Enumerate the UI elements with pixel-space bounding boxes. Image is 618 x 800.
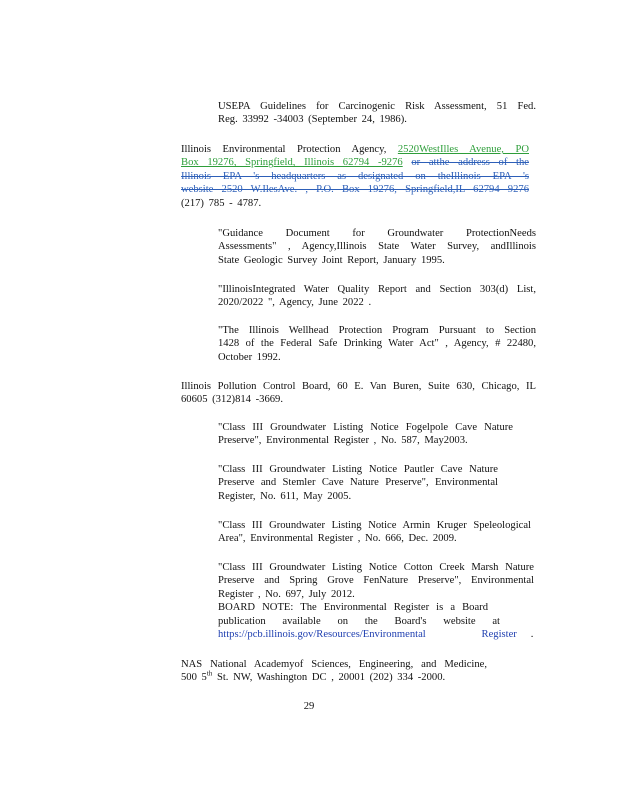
deleted-text: Illinois EPA 's headquarters as designated on theIllinois EPA 's [181, 170, 529, 182]
text-line: "Class III Groundwater Listing Notice Fogelpole Cave Nature [218, 422, 513, 433]
text-line [218, 628, 534, 641]
text-line: 60605 (312)814 -3669. [181, 394, 283, 406]
text-line: "Class III Groundwater Listing Notice Armin Kruger Speleological [218, 520, 531, 531]
text-line [181, 183, 529, 196]
link-text: Register [481, 629, 517, 641]
text-line: BOARD NOTE: The Environmental Register is a Board [218, 602, 488, 614]
text-line: NAS National Academyof Sciences, Engineering, and Medicine, [181, 659, 487, 670]
text-run: St. NW, Washington DC , 20001 (202) 334 -2000. [212, 672, 446, 684]
deleted-text: website 2520 W.IlesAve. , P.O. Box 19276, Springfield,IL 62794 9276 [181, 184, 529, 196]
text-line: "Class III Groundwater Listing Notice Cotton Creek Marsh Nature [218, 562, 534, 573]
text-line: USEPA Guidelines for Carcinogenic Risk Assessment, 51 Fed. [218, 101, 536, 112]
reference-pollution-control-board [181, 380, 536, 407]
reference-wellhead-program [218, 324, 536, 364]
text-line: Assessments" , Agency,Illinois State Water Survey, andIllinois [218, 241, 536, 253]
inserted-text: Box 19276, Springfield, Illinois 62794 -9276 [181, 157, 403, 169]
text-line [181, 143, 529, 156]
reference-usepa [218, 100, 536, 127]
reference-cotton-creek [218, 561, 534, 641]
text-line: "IllinoisIntegrated Water Quality Report and Section 303(d) List, [218, 284, 536, 295]
text-line: Preserve and Stemler Cave Nature Preserve", Environmental [218, 477, 498, 489]
reference-armin-kruger [218, 519, 531, 546]
text-line: Register, No. 611, May 2005. [218, 490, 352, 502]
text-line: Reg. 33992 -34003 (September 24, 1986). [218, 114, 407, 126]
text-line: Area", Environmental Register , No. 666, Dec. 2009. [218, 533, 457, 545]
superscript: th [206, 669, 213, 678]
text-run: Illinois Environmental Protection Agency, [181, 144, 387, 155]
link-text: https://pcb.illinois.gov/Resources/Environmental [218, 629, 426, 641]
environmental-register-link[interactable] [218, 629, 517, 640]
text-line [181, 170, 529, 183]
reference-guidance-document [218, 227, 536, 267]
deleted-text: or atthe address of the [411, 157, 529, 169]
text-line: 1428 of the Federal Safe Drinking Water Act" , Agency, # 22480, [218, 338, 536, 350]
text-line: Illinois Pollution Control Board, 60 E. Van Buren, Suite 630, Chicago, IL [181, 381, 536, 392]
text-line: publication available on the Board's website at [218, 615, 500, 627]
text-line: October 1992. [218, 351, 281, 363]
text-line [181, 156, 529, 169]
text-line: Preserve", Environmental Register , No. 587, May2003. [218, 435, 468, 447]
text-line: State Geologic Survey Joint Report, January 1995. [218, 254, 445, 266]
reference-nas [181, 658, 487, 685]
text-line: "The Illinois Wellhead Protection Program Pursuant to Section [218, 325, 536, 336]
text-line: "Guidance Document for Groundwater ProtectionNeeds [218, 228, 536, 239]
reference-integrated-report [218, 283, 536, 310]
page-number: 29 [303, 701, 315, 712]
text-line: Register , No. 697, July 2012. [218, 588, 355, 600]
text-line: Preserve and Spring Grove FenNature Preserve", Environmental [218, 575, 534, 587]
reference-illinois-epa [181, 143, 529, 210]
text-run: . [530, 629, 534, 641]
text-line: 2020/2022 ", Agency, June 2022 . [218, 297, 372, 309]
text-run: 500 5 [181, 672, 207, 684]
text-line: "Class III Groundwater Listing Notice Pautler Cave Nature [218, 464, 498, 475]
reference-pautler [218, 463, 498, 503]
inserted-text: 2520WestIlles Avenue, PO [397, 144, 529, 155]
text-line [181, 671, 487, 684]
text-line: (217) 785 - 4787. [181, 197, 262, 209]
reference-fogelpole [218, 421, 513, 448]
